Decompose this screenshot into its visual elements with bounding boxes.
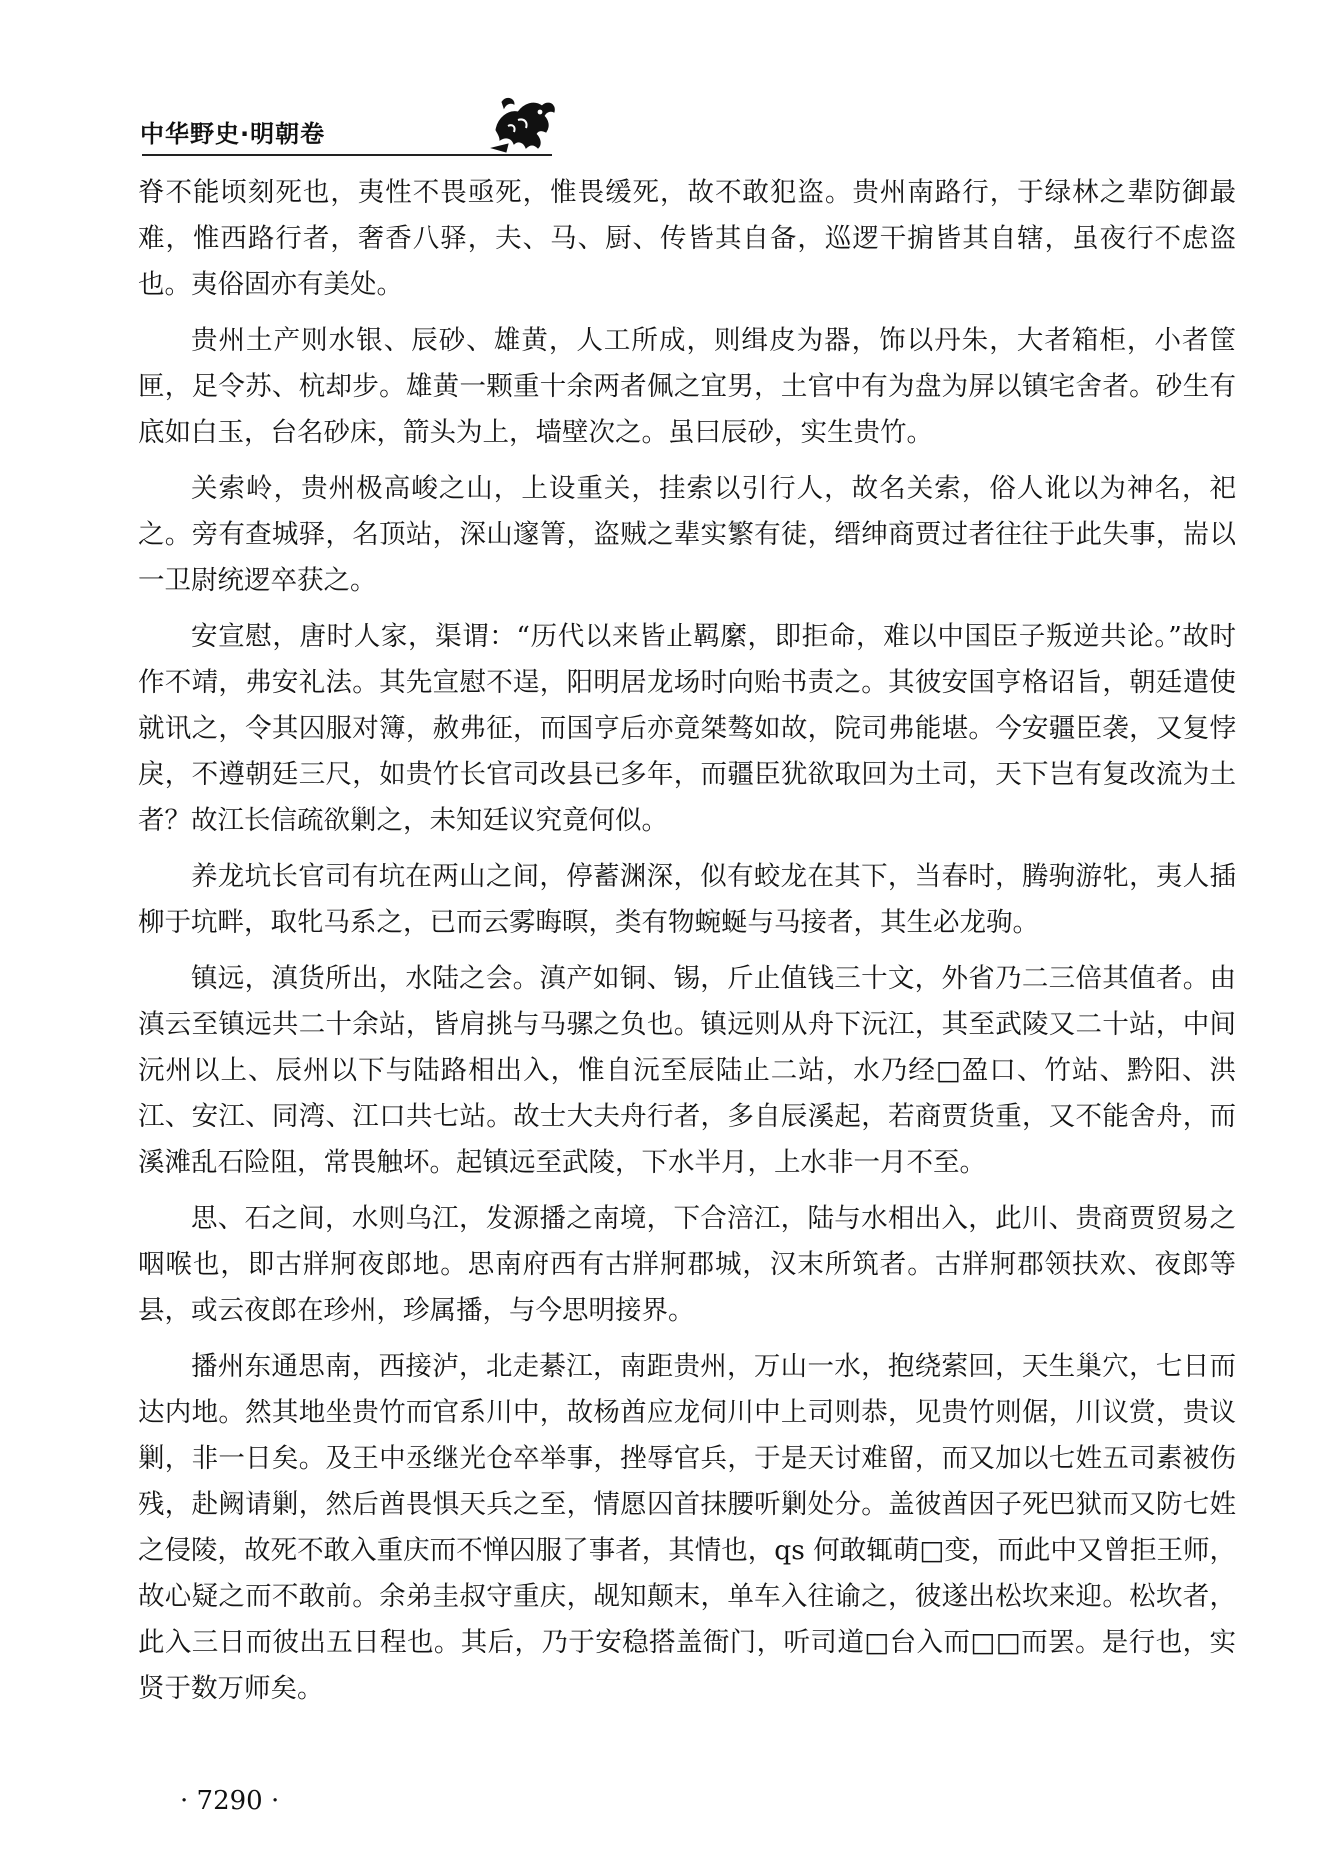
paragraph: 贵州土产则水银、辰砂、雄黄，人工所成，则缉皮为器，饰以丹朱，大者箱柜，小者筐匣，足令苏、杭却步。雄黄一颗重十余两者佩之宜男，土官中有为盘为屏以镇宅舍者。砂生有底如白玉，台名砂床，箭头为上，墙壁次之。虽曰辰砂，实生贵竹。 [138,325,1236,448]
dragon-logo-icon [488,90,562,156]
paragraph: 养龙坑长官司有坑在两山之间，停蓄渊深，似有蛟龙在其下，当春时，腾驹游牝，夷人插柳于坑畔，取牝马系之，已而云雾晦暝，类有物蜿蜒与马接者，其生必龙驹。 [138,861,1236,938]
page-number: · 7290 · [180,1786,280,1816]
paragraph: 脊不能顷刻死也，夷性不畏亟死，惟畏缓死，故不敢犯盗。贵州南路行，于绿林之辈防御最难，惟西路行者，奢香八驿，夫、马、厨、传皆其自备，巡逻干掮皆其自辖，虽夜行不虑盗也。夷俗固亦有美处。 [138,177,1236,300]
page-body [138,170,1236,1722]
running-header [130,104,1230,164]
paragraph: 思、石之间，水则乌江，发源播之南境，下合涪江，陆与水相出入，此川、贵商贾贸易之咽喉也，即古牂牁夜郎地。思南府西有古牂牁郡城，汉末所筑者。古牂牁郡领扶欢、夜郎等县，或云夜郎在珍州，珍属播，与今思明接界。 [138,1203,1236,1326]
header-divider [142,154,552,156]
book-title: 中华野史·明朝卷 [140,120,326,148]
paragraph: 关索岭，贵州极高峻之山，上设重关，挂索以引行人，故名关索，俗人讹以为神名，祀之。旁有查城驿，名顶站，深山邃箐，盗贼之辈实繁有徒，缙绅商贾过者往往于此失事，耑以一卫尉统逻卒获之。 [138,473,1236,596]
paragraph: 镇远，滇货所出，水陆之会。滇产如铜、锡，斤止值钱三十文，外省乃二三倍其值者。由滇云至镇远共二十余站，皆肩挑与马骡之负也。镇远则从舟下沅江，其至武陵又二十站，中间沅州以上、辰州以下与陆路相出入，惟自沅至辰陆止二站，水乃经□盈口、竹站、黔阳、洪江、安江、同湾、江口共七站。故士大夫舟行者，多自辰溪起，若商贾货重，又不能舍舟，而溪滩乱石险阻，常畏触坏。起镇远至武陵，下水半月，上水非一月不至。 [138,963,1236,1178]
paragraph: 播州东通思南，西接泸，北走綦江，南距贵州，万山一水，抱绕萦回，天生巢穴，七日而达内地。然其地坐贵竹而官系川中，故杨酋应龙伺川中上司则恭，见贵竹则倨，川议赏，贵议剿，非一日矣。及王中丞继光仓卒举事，挫辱官兵，于是天讨难留，而又加以七姓五司素被伤残，赴阙请剿，然后酋畏惧天兵之至，情愿囚首抹腰听剿处分。盖彼酋因子死巴狱而又防七姓之侵陵，故死不敢入重庆而不惮囚服了事者，其情也，qs 何敢辄萌□变，而此中又曾拒王师，故心疑之而不敢前。余弟圭叔守重庆，觇知颠末，单车入往谕之，彼遂出松坎来迎。松坎者，此入三日而彼出五日程也。其后，乃于安稳搭盖衙门，听司道□台入而□□而罢。是行也，实贤于数万师矣。 [138,1351,1236,1704]
paragraph: 安宣慰，唐时人家，渠谓：“历代以来皆止羁縻，即拒命，难以中国臣子叛逆共论。”故时作不靖，弗安礼法。其先宣慰不逞，阳明居龙场时向贻书责之。其彼安国亨格诏旨，朝廷遣使就讯之，令其囚服对簿，赦弗征，而国亨后亦竟桀骜如故，院司弗能堪。今安疆臣袭，又复悖戾，不遵朝廷三尺，如贵竹长官司改县已多年，而疆臣犹欲取回为土司，天下岂有复改流为土者？故江长信疏欲剿之，未知廷议究竟何似。 [138,621,1236,836]
